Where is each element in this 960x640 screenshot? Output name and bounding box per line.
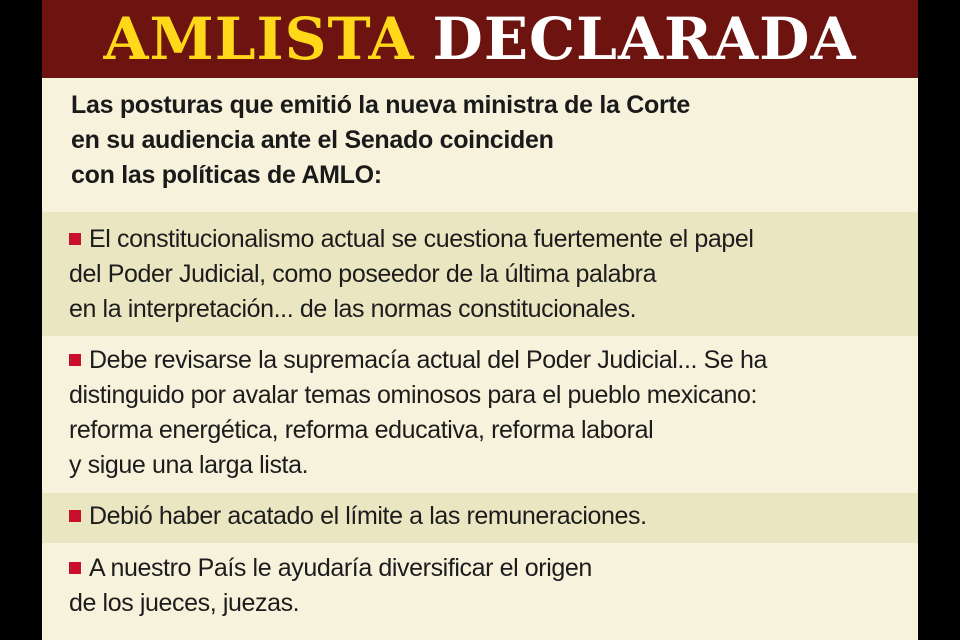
quote-line: del Poder Judicial, como poseedor de la última palabra bbox=[69, 260, 657, 288]
quote-line: en la interpretación... de las normas constitucionales. bbox=[69, 295, 637, 323]
infographic-card bbox=[42, 0, 918, 640]
quote-line bbox=[69, 551, 918, 586]
quote-item-1 bbox=[42, 212, 918, 336]
quote-line: de los jueces, juezas. bbox=[69, 589, 300, 617]
quote-line-text: Debió haber acatado el límite a las remuneraciones. bbox=[89, 502, 647, 530]
quote-line: distinguido por avalar temas ominosos para el pueblo mexicano: bbox=[69, 381, 758, 409]
bullet-square-icon bbox=[69, 562, 81, 574]
quote-line-text: El constitucionalismo actual se cuestiona fuertemente el papel bbox=[89, 225, 754, 253]
quote-line bbox=[69, 499, 918, 534]
title-part-2: DECLARADA bbox=[432, 5, 857, 73]
page-title bbox=[103, 5, 857, 73]
quote-line bbox=[69, 222, 918, 257]
quote-line: y sigue una larga lista. bbox=[69, 451, 309, 479]
quote-line: reforma energética, reforma educativa, reforma laboral bbox=[69, 416, 654, 444]
quote-item-4 bbox=[42, 546, 918, 640]
bullet-square-icon bbox=[69, 510, 81, 522]
title-part-1: AMLISTA bbox=[103, 5, 415, 73]
intro-text: Las posturas que emitió la nueva ministra de la Corte en su audiencia ante el Senado coinciden con las políticas de AMLO: bbox=[71, 91, 691, 189]
title-bar bbox=[42, 0, 918, 78]
bullet-square-icon bbox=[69, 233, 81, 245]
quote-line-text: A nuestro País le ayudaría diversificar el origen bbox=[89, 554, 592, 582]
quote-item-2 bbox=[42, 338, 918, 490]
bullet-square-icon bbox=[69, 354, 81, 366]
quote-item-3 bbox=[42, 493, 918, 543]
quote-line-text: Debe revisarse la supremacía actual del Poder Judicial... Se ha bbox=[89, 346, 767, 374]
quote-line bbox=[69, 343, 918, 378]
